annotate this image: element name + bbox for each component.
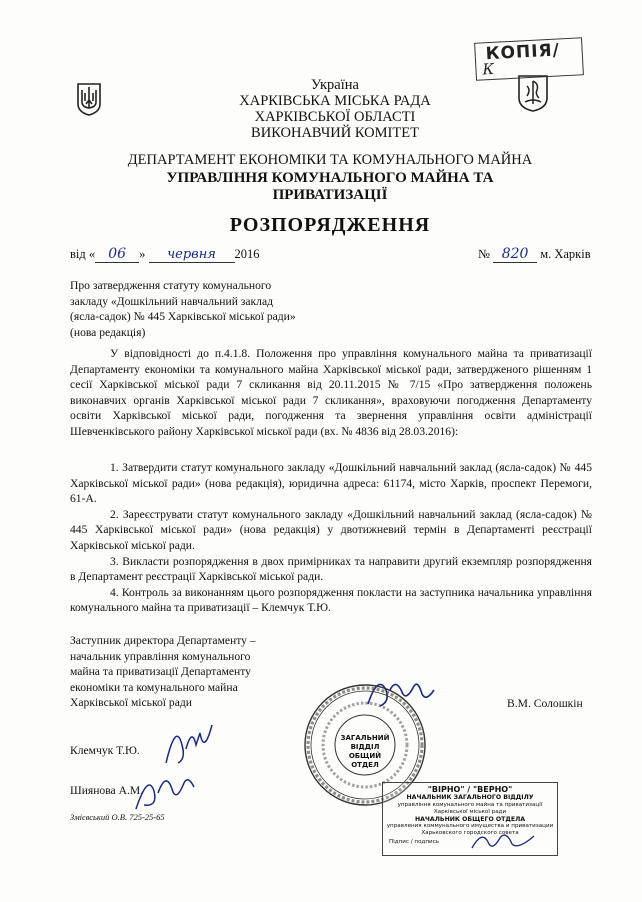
- header-directorate-line2: ПРИВАТИЗАЦІЇ: [272, 187, 388, 203]
- verno-signature: [468, 826, 538, 854]
- verno-line: НАЧАЛЬНИК ОБЩЕГО ОТДЕЛА: [414, 815, 526, 823]
- date-year: 2016: [234, 247, 260, 261]
- date-day: 06: [95, 246, 139, 263]
- verno-title: "ВІРНО" / "ВЕРНО": [427, 785, 513, 794]
- signatory-title-line: Харківської міської ради: [70, 696, 192, 709]
- order-item-3: 3. Викласти розпорядження в двох примірниках та направити другий екземпляр розпорядження в Департамент реєстрації Харківської міської ради.: [70, 554, 592, 584]
- approval-signature-2: [128, 763, 200, 818]
- subject-line: закладу «Дошкільний навчальний заклад: [70, 294, 273, 308]
- date-line: [70, 246, 260, 263]
- order-item-4: 4. Контроль за виконанням цього розпорядження покласти на заступника начальника управління комунального майна та приватизації – Клемчук Т.Ю.: [70, 585, 592, 615]
- subject-block: [70, 278, 296, 340]
- order-number: 820: [493, 246, 537, 263]
- copy-stamp-mark: К: [482, 59, 495, 79]
- order-number-line: [478, 246, 591, 263]
- number-prefix: №: [478, 247, 490, 261]
- copy-stamp: [474, 37, 584, 81]
- city-place: м. Харків: [540, 247, 591, 261]
- verno-signature-label: Підпис / подпись: [389, 839, 440, 845]
- approval-name-1: Клемчук Т.Ю.: [70, 744, 140, 757]
- subject-line: Про затвердження статуту комунального: [70, 279, 272, 292]
- round-seal-line: ОБЩИЙ ОТДЕЛ: [348, 752, 382, 769]
- approval-name-2: Шиянова А.М.: [70, 784, 144, 797]
- date-month: червня: [149, 247, 235, 263]
- header-country: Україна: [311, 77, 359, 93]
- header-committee: ВИКОНАВЧИЙ КОМІТЕТ: [251, 125, 419, 141]
- signatory-title-block: [70, 633, 256, 711]
- round-seal-line: ЗАГАЛЬНИЙ: [340, 734, 390, 742]
- signatory-title-line: начальник управління комунального: [70, 649, 251, 663]
- order-item-1: 1. Затвердити статут комунального закладу «Дошкільний навчальний заклад (ясла-садок) № 445 Харківської міської ради» (нова редакція), юридична адреса: 61174, місто Харків, проспект Перемоги, 61-А.: [70, 461, 592, 506]
- signatory-title-line: Заступник директора Департаменту –: [70, 634, 256, 647]
- executor-note: Змієвський О.В. 725-25-65: [70, 812, 165, 822]
- signatory-title-line: економіки та комунального майна: [70, 680, 238, 694]
- verno-line: управления коммунального имущества и приватизации: [386, 823, 554, 829]
- order-items: [70, 460, 592, 616]
- verno-line: управління комунального майна та приватизації: [397, 801, 543, 808]
- document-type-title: РОЗПОРЯДЖЕННЯ: [229, 214, 431, 236]
- round-seal-center-text: [336, 734, 394, 770]
- header-region: ХАРКІВСЬКОЇ ОБЛАСТІ: [254, 109, 416, 125]
- header-department: ДЕПАРТАМЕНТ ЕКОНОМІКИ ТА КОМУНАЛЬНОГО МАЙНА: [127, 152, 533, 168]
- round-seal-line: ВІДДІЛ: [350, 743, 380, 751]
- header-council: ХАРКІВСЬКА МІСЬКА РАДА: [239, 93, 431, 109]
- signatory-title-line: майна та приватизації Департаменту: [70, 665, 251, 678]
- header-directorate-line1: УПРАВЛІННЯ КОМУНАЛЬНОГО МАЙНА ТА: [166, 170, 494, 186]
- verno-line: НАЧАЛЬНИК ЗАГАЛЬНОГО ВІДДІЛУ: [406, 794, 534, 801]
- verno-line: Харківської міської ради: [433, 808, 507, 815]
- signatory-name: В.М. Солошкін: [507, 697, 583, 710]
- ukraine-trident-emblem-icon: [76, 82, 102, 116]
- approval-signature-1: [160, 715, 220, 770]
- order-item-2: 2. Зареєструвати статут комунального закладу «Дошкільний навчальний заклад (ясла-садок) № 445 Харківської міської ради» (нова редакція) у двотижневий термін в Департаменті реєстрації Харківської міської ради.: [70, 507, 592, 552]
- date-mid: »: [139, 247, 146, 261]
- kharkiv-city-emblem-icon: [517, 74, 549, 112]
- copy-stamp-text: КОПІЯ/: [485, 40, 561, 65]
- subject-line: (ясла-садок) № 445 Харківської міської ради»: [70, 310, 296, 323]
- date-prefix: від «: [70, 247, 96, 261]
- verno-line: Харьковского городского совета: [421, 830, 519, 836]
- preamble-paragraph: У відповідності до п.4.1.8. Положення про управління комунального майна та приватизації Департаменту економіки та комунального майна Харківської міської ради, затвердженого рішенням 1 сесії Харківської міської ради 7 скликання від 20.11.2015 № 7/15 «Про затвердження положень виконавчих органів Харківської міської ради 7 скликання», враховуючи погодження Департаменту освіти Харківської міської ради, погодження та звернення управління освіти адміністрації Шевченківського району Харківської міської ради (вх. № 4836 від 28.03.2016):: [70, 347, 592, 438]
- subject-line: (нова редакція): [70, 325, 146, 339]
